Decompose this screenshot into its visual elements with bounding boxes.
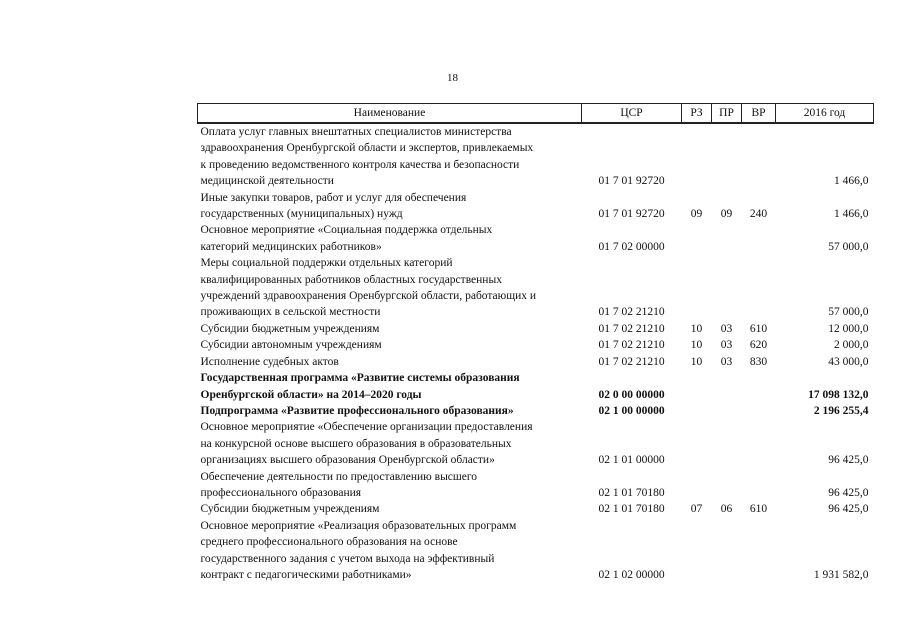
row-name-line: Основное мероприятие «Реализация образовательных программ	[200, 519, 517, 532]
row-name-cell	[198, 419, 582, 468]
row-name-line: профессионального образования	[200, 486, 362, 499]
row-name-line: Исполнение судебных актов	[200, 355, 339, 368]
row-name-line: государственного задания с учетом выхода на эффективный	[200, 552, 495, 565]
row-pr-cell	[712, 419, 742, 468]
row-name-line: организациях высшего образования Оренбургской области»	[200, 454, 495, 467]
row-rz-cell: 10	[690, 355, 703, 368]
row-vr-cell	[742, 419, 776, 468]
row-name-cell	[198, 403, 582, 419]
row-vr-cell	[742, 370, 776, 403]
table-row	[198, 123, 874, 190]
table-row	[198, 337, 874, 353]
page-number: 18	[447, 72, 458, 84]
table-row	[198, 321, 874, 337]
row-name-line: учреждений здравоохранения Оренбургской области, работающих и	[200, 290, 537, 303]
row-amount-cell: 1 931 582,0	[813, 568, 869, 581]
row-rz-cell	[682, 222, 712, 255]
row-name-cell	[198, 501, 582, 517]
row-name-cell	[198, 190, 582, 223]
row-amount-cell: 57 000,0	[828, 306, 869, 319]
column-header-pr: ПР	[712, 104, 742, 124]
row-vr-cell: 830	[749, 355, 768, 368]
column-header-name: Наименование	[198, 104, 582, 124]
row-name-cell	[198, 469, 582, 502]
row-name-line: Подпрограмма «Развитие профессионального образования»	[200, 404, 514, 417]
row-csr-cell: 01 7 02 21210	[598, 322, 665, 335]
row-amount-cell: 57 000,0	[828, 240, 869, 253]
row-rz-cell: 07	[690, 503, 703, 516]
row-name-line: к проведению ведомственного контроля качества и безопасности	[200, 158, 520, 171]
table-row	[198, 403, 874, 419]
row-pr-cell	[712, 403, 742, 419]
table-row	[198, 222, 874, 255]
row-name-line: Государственная программа «Развитие системы образования	[200, 372, 520, 385]
row-name-cell	[198, 255, 582, 321]
row-rz-cell	[682, 518, 712, 584]
row-name-line: Оренбургской области» на 2014–2020 годы	[200, 388, 422, 401]
row-name-line: Иные закупки товаров, работ и услуг для обеспечения	[200, 191, 467, 204]
table-row	[198, 255, 874, 321]
row-csr-cell: 01 7 01 92720	[598, 208, 665, 221]
row-rz-cell	[682, 370, 712, 403]
row-vr-cell	[742, 403, 776, 419]
row-csr-cell: 01 7 02 00000	[598, 240, 665, 253]
row-name-line: здравоохранения Оренбургской области и экспертов, привлекаемых	[200, 142, 534, 155]
row-rz-cell	[682, 123, 712, 190]
row-pr-cell	[712, 123, 742, 190]
row-csr-cell: 02 1 01 70180	[598, 486, 665, 499]
row-amount-cell: 1 466,0	[834, 175, 869, 188]
table-body	[198, 123, 874, 583]
budget-table	[197, 103, 874, 583]
row-name-cell	[198, 123, 582, 190]
row-pr-cell: 03	[720, 355, 733, 368]
row-name-line: категорий медицинских работников»	[200, 240, 382, 253]
row-amount-cell: 12 000,0	[828, 322, 869, 335]
column-header-csr: ЦСР	[582, 104, 682, 124]
row-csr-cell: 02 1 01 00000	[598, 454, 665, 467]
row-name-line: медицинской деятельности	[200, 175, 334, 188]
row-name-line: Субсидии бюджетным учреждениям	[200, 322, 380, 335]
table-row	[198, 469, 874, 502]
row-amount-cell: 1 466,0	[834, 208, 869, 221]
row-pr-cell	[712, 469, 742, 502]
row-name-line: Оплата услуг главных внештатных специалистов министерства	[200, 126, 512, 138]
row-pr-cell: 09	[720, 208, 733, 221]
row-rz-cell: 10	[690, 322, 703, 335]
row-name-line: квалифицированных работников областных государственных	[200, 273, 502, 286]
table-header-row	[198, 104, 874, 124]
table-row	[198, 419, 874, 468]
row-amount-cell: 43 000,0	[828, 355, 869, 368]
row-rz-cell: 10	[690, 339, 703, 352]
row-name-cell	[198, 222, 582, 255]
table-row	[198, 370, 874, 403]
row-vr-cell	[742, 255, 776, 321]
row-name-cell	[198, 370, 582, 403]
row-vr-cell	[742, 469, 776, 502]
row-csr-cell: 02 0 00 00000	[598, 388, 665, 401]
row-csr-cell: 01 7 02 21210	[598, 339, 665, 352]
row-vr-cell	[742, 123, 776, 190]
row-pr-cell	[712, 518, 742, 584]
row-name-line: среднего профессионального образования на основе	[200, 536, 458, 549]
row-name-cell	[198, 518, 582, 584]
table-row	[198, 501, 874, 517]
row-amount-cell: 17 098 132,0	[808, 388, 869, 401]
row-rz-cell	[682, 419, 712, 468]
row-name-cell	[198, 354, 582, 370]
row-amount-cell: 2 196 255,4	[813, 404, 869, 417]
column-header-year: 2016 год	[776, 104, 874, 124]
row-pr-cell	[712, 222, 742, 255]
row-name-cell	[198, 337, 582, 353]
row-vr-cell	[742, 222, 776, 255]
row-name-line: Меры социальной поддержки отдельных категорий	[200, 257, 453, 270]
row-name-line: Основное мероприятие «Обеспечение организации предоставления	[200, 421, 533, 434]
row-amount-cell: 96 425,0	[828, 503, 869, 516]
column-header-rz: РЗ	[682, 104, 712, 124]
row-csr-cell: 02 1 01 70180	[598, 503, 665, 516]
row-name-line: Обеспечение деятельности по предоставлению высшего	[200, 470, 478, 483]
row-pr-cell: 03	[720, 322, 733, 335]
row-rz-cell	[682, 255, 712, 321]
row-amount-cell: 96 425,0	[828, 454, 869, 467]
row-csr-cell: 01 7 02 21210	[598, 355, 665, 368]
row-rz-cell	[682, 403, 712, 419]
row-name-line: государственных (муниципальных) нужд	[200, 208, 403, 221]
table-row	[198, 190, 874, 223]
row-vr-cell: 240	[749, 208, 768, 221]
row-name-cell	[198, 321, 582, 337]
row-name-line: проживающих в сельской местности	[200, 306, 381, 319]
row-pr-cell	[712, 370, 742, 403]
table-row	[198, 354, 874, 370]
row-amount-cell: 2 000,0	[834, 339, 869, 352]
row-rz-cell	[682, 469, 712, 502]
row-amount-cell: 96 425,0	[828, 486, 869, 499]
row-name-line: контракт с педагогическими работниками»	[200, 568, 412, 581]
row-pr-cell: 06	[720, 503, 733, 516]
row-name-line: Субсидии бюджетным учреждениям	[200, 503, 380, 516]
row-csr-cell: 01 7 02 21210	[598, 306, 665, 319]
row-csr-cell: 02 1 00 00000	[598, 404, 665, 417]
row-pr-cell	[712, 255, 742, 321]
row-rz-cell: 09	[690, 208, 703, 221]
row-vr-cell: 610	[749, 503, 768, 516]
row-name-line: Субсидии автономным учреждениям	[200, 339, 382, 352]
row-vr-cell: 610	[749, 322, 768, 335]
row-csr-cell: 01 7 01 92720	[598, 175, 665, 188]
row-name-line: Основное мероприятие «Социальная поддержка отдельных	[200, 224, 493, 237]
row-pr-cell: 03	[720, 339, 733, 352]
row-vr-cell: 620	[749, 339, 768, 352]
row-vr-cell	[742, 518, 776, 584]
table-row	[198, 518, 874, 584]
row-csr-cell: 02 1 02 00000	[598, 568, 665, 581]
row-name-line: на конкурсной основе высшего образования в образовательных	[200, 437, 512, 450]
column-header-vr: ВР	[742, 104, 776, 124]
